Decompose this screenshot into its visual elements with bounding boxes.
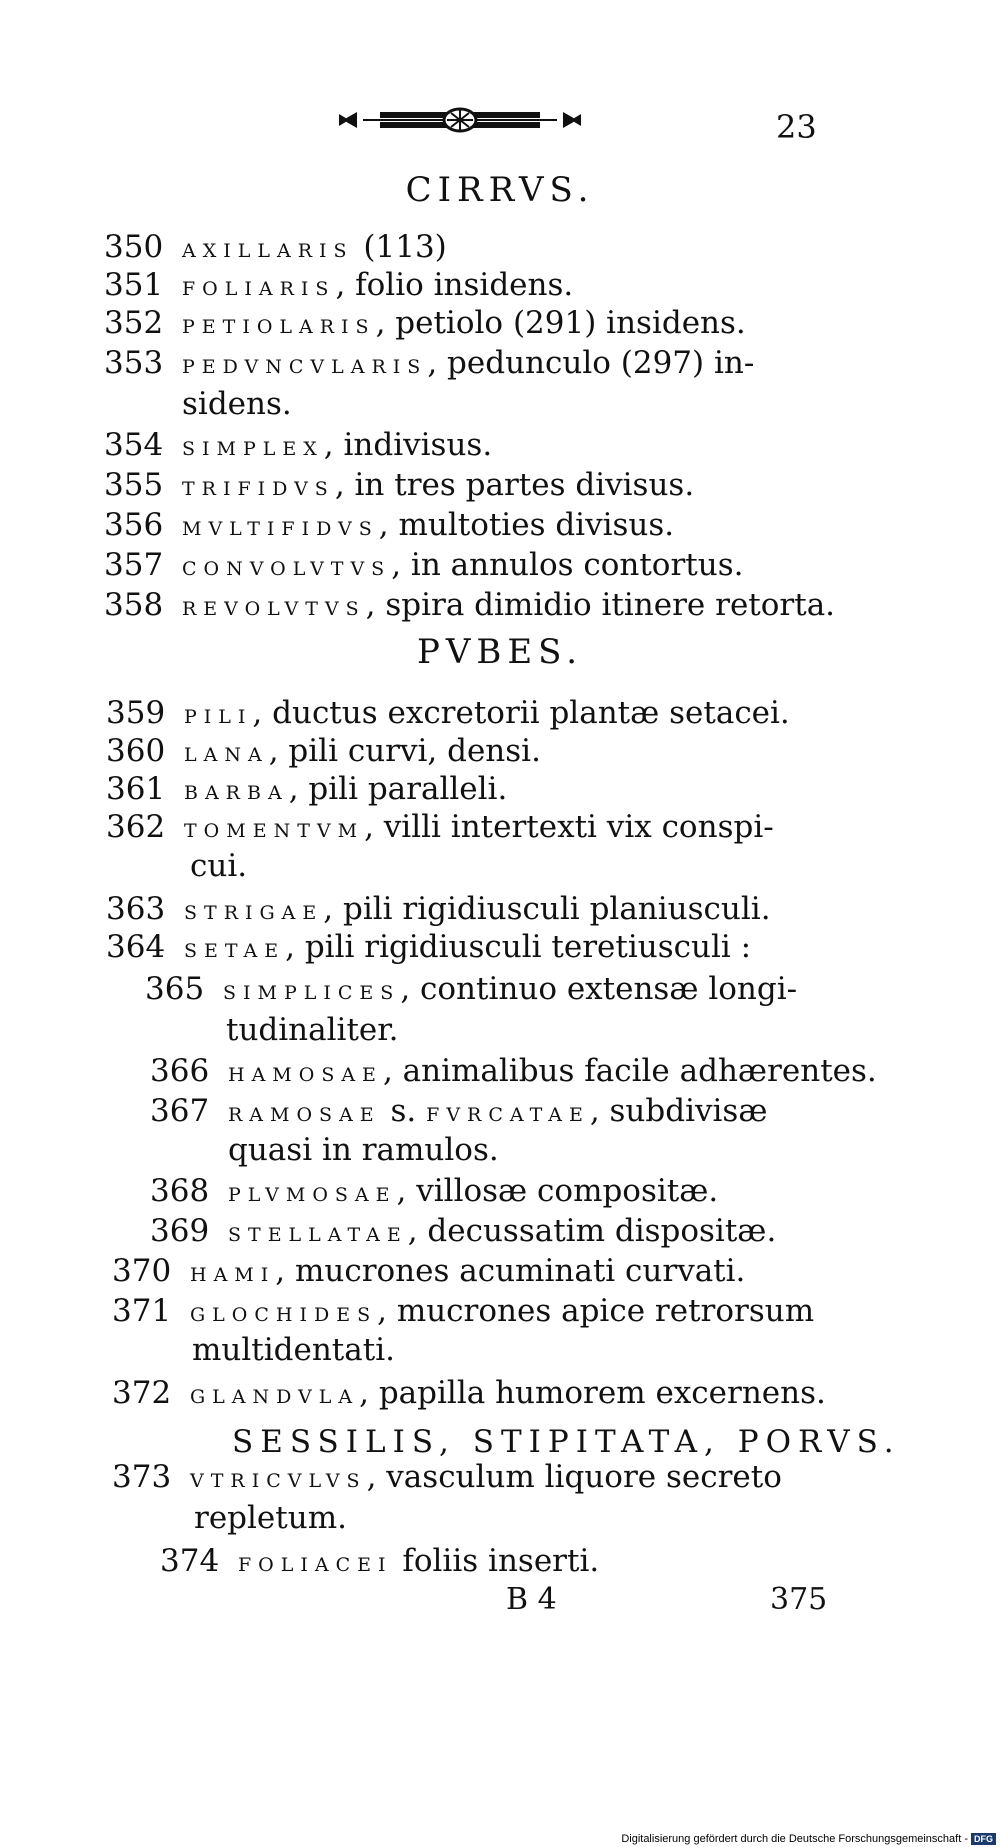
entry-term: MVLTIFIDVS [182, 518, 379, 540]
entry-number: 355 [104, 467, 164, 503]
entry-353 [104, 344, 754, 386]
entry-continuation: quasi in ramulos. [228, 1132, 499, 1168]
entry-number: 357 [104, 547, 164, 583]
entry-number: 356 [104, 507, 164, 543]
entry-term: PETIOLARIS [182, 316, 376, 338]
entry-350 [104, 228, 447, 270]
entry-term: VTRICVLVS [190, 1470, 367, 1492]
entry-number: 359 [106, 695, 166, 731]
entry-number: 364 [106, 929, 166, 965]
entry-367 [150, 1092, 767, 1134]
entry-continuation: cui. [190, 848, 248, 884]
entry-number: 351 [104, 267, 164, 303]
entry-372 [112, 1374, 826, 1416]
entry-357 [104, 546, 743, 588]
entry-number: 360 [106, 733, 166, 769]
entry-number: 369 [150, 1213, 210, 1249]
entry-continuation: sidens. [182, 386, 292, 422]
entry-term: GLANDVLA [190, 1386, 360, 1408]
entry-352 [104, 304, 746, 346]
entry-number: 373 [112, 1459, 172, 1495]
entry-number: 362 [106, 809, 166, 845]
entry-text: foliis inserti. [392, 1543, 600, 1579]
entry-number: 350 [104, 229, 164, 265]
entry-358 [104, 586, 835, 628]
entry-370 [112, 1252, 745, 1294]
entry-355 [104, 466, 694, 508]
entry-term: STELLATAE [228, 1224, 408, 1246]
entry-text: , folio insidens. [335, 267, 574, 303]
entry-number: 368 [150, 1173, 210, 1209]
entry-369 [150, 1212, 776, 1254]
entry-term: HAMOSAE [228, 1064, 383, 1086]
entry-number: 372 [112, 1375, 172, 1411]
entry-term: SETAE [184, 940, 286, 962]
entry-363 [106, 890, 771, 932]
entry-text: , vasculum liquore secreto [366, 1459, 782, 1495]
entry-text: , decussatim dispositæ. [407, 1213, 777, 1249]
entry-number: 354 [104, 427, 164, 463]
entry-351 [104, 266, 573, 308]
entry-text: , pili rigidiusculi teretiusculi : [285, 929, 752, 965]
entry-number: 352 [104, 305, 164, 341]
entry-text: , subdivisæ [589, 1093, 768, 1129]
entry-text: s. [380, 1093, 427, 1129]
entry-term: BARBA [184, 782, 289, 804]
entry-term: SIMPLEX [182, 438, 324, 460]
entry-number: 366 [150, 1053, 210, 1089]
entry-term: FOLIARIS [182, 278, 336, 300]
entry-continuation: multidentati. [192, 1332, 395, 1368]
entry-text: , spira dimidio itinere retorta. [365, 587, 836, 623]
entry-number: 367 [150, 1093, 210, 1129]
entry-text: , indivisus. [323, 427, 493, 463]
entry-term: FOLIACEI [238, 1554, 393, 1576]
entry-text: , pedunculo (297) in- [427, 345, 755, 381]
entry-text: , petiolo (291) insidens. [375, 305, 746, 341]
entry-text: , papilla humorem excernens. [359, 1375, 826, 1411]
entry-359 [106, 694, 790, 736]
entry-text: , villi intertexti vix conspi- [364, 809, 774, 845]
entry-term: CONVOLVTVS [182, 558, 392, 580]
entry-360 [106, 732, 541, 774]
entry-number: 365 [145, 971, 205, 1007]
entry-text: , mucrones acuminati curvati. [275, 1253, 746, 1289]
entry-term: AXILLARIS [182, 240, 354, 262]
entry-number: 361 [106, 771, 166, 807]
entry-361 [106, 770, 507, 812]
dfg-logo-icon: DFG [971, 1833, 996, 1845]
entry-text: , pili rigidiusculi planiusculi. [323, 891, 771, 927]
entry-term: PLVMOSAE [228, 1184, 397, 1206]
entry-term: PEDVNCVLARIS [182, 356, 428, 378]
entry-number: 363 [106, 891, 166, 927]
entry-term-alternate: FVRCATAE [426, 1104, 590, 1126]
entry-term: STRIGAE [184, 902, 324, 924]
entry-text: , pili paralleli. [288, 771, 508, 807]
entry-text: , in annulos contortus. [391, 547, 744, 583]
entry-text: , multoties divisus. [378, 507, 675, 543]
entry-term: RAMOSAE [228, 1104, 381, 1126]
entry-term: REVOLVTVS [182, 598, 366, 620]
entry-362 [106, 808, 774, 850]
footer-text: Digitalisierung gefördert durch die Deutsche Forschungsgemeinschaft - [621, 1833, 968, 1845]
entry-366 [150, 1052, 877, 1094]
entry-number: 371 [112, 1293, 172, 1329]
entry-continuation: tudinaliter. [226, 1012, 399, 1048]
signature-mark: B 4 [506, 1582, 557, 1617]
entry-term: TOMENTVM [184, 820, 365, 842]
entry-term: HAMI [190, 1264, 276, 1286]
entry-number: 370 [112, 1253, 172, 1289]
entry-text: , ductus excretorii plantæ setacei. [252, 695, 790, 731]
digitization-footer [621, 1833, 996, 1845]
catchword: 375 [770, 1582, 828, 1617]
glandula-types: SESSILIS, STIPITATA, PORVS. [232, 1424, 901, 1460]
entry-term: PILI [184, 706, 253, 728]
entry-text: , continuo extensæ longi- [400, 971, 798, 1007]
entry-371 [112, 1292, 814, 1334]
entry-term: TRIFIDVS [182, 478, 335, 500]
entry-364 [106, 928, 751, 970]
entry-text: (113) [353, 229, 447, 265]
section-heading-cirrus: CIRRVS. [405, 170, 595, 210]
entry-374 [160, 1542, 599, 1584]
section-heading-pubes: PVBES. [416, 632, 584, 672]
entry-text: , animalibus facile adhærentes. [382, 1053, 877, 1089]
entry-text: , pili curvi, densi. [268, 733, 541, 769]
entry-368 [150, 1172, 718, 1214]
entry-354 [104, 426, 492, 468]
entry-356 [104, 506, 674, 548]
entry-term: LANA [184, 744, 269, 766]
entry-373 [112, 1458, 782, 1500]
entry-text: , villosæ compositæ. [396, 1173, 719, 1209]
page-number: 23 [776, 108, 817, 146]
ornament-icon [335, 100, 585, 140]
entry-text: , mucrones apice retrorsum [377, 1293, 815, 1329]
entry-continuation: repletum. [194, 1500, 347, 1536]
entry-number: 358 [104, 587, 164, 623]
entry-365 [145, 970, 797, 1012]
entry-term: GLOCHIDES [190, 1304, 378, 1326]
entry-number: 353 [104, 345, 164, 381]
entry-number: 374 [160, 1543, 220, 1579]
entry-term: SIMPLICES [223, 982, 401, 1004]
entry-text: , in tres partes divisus. [334, 467, 695, 503]
